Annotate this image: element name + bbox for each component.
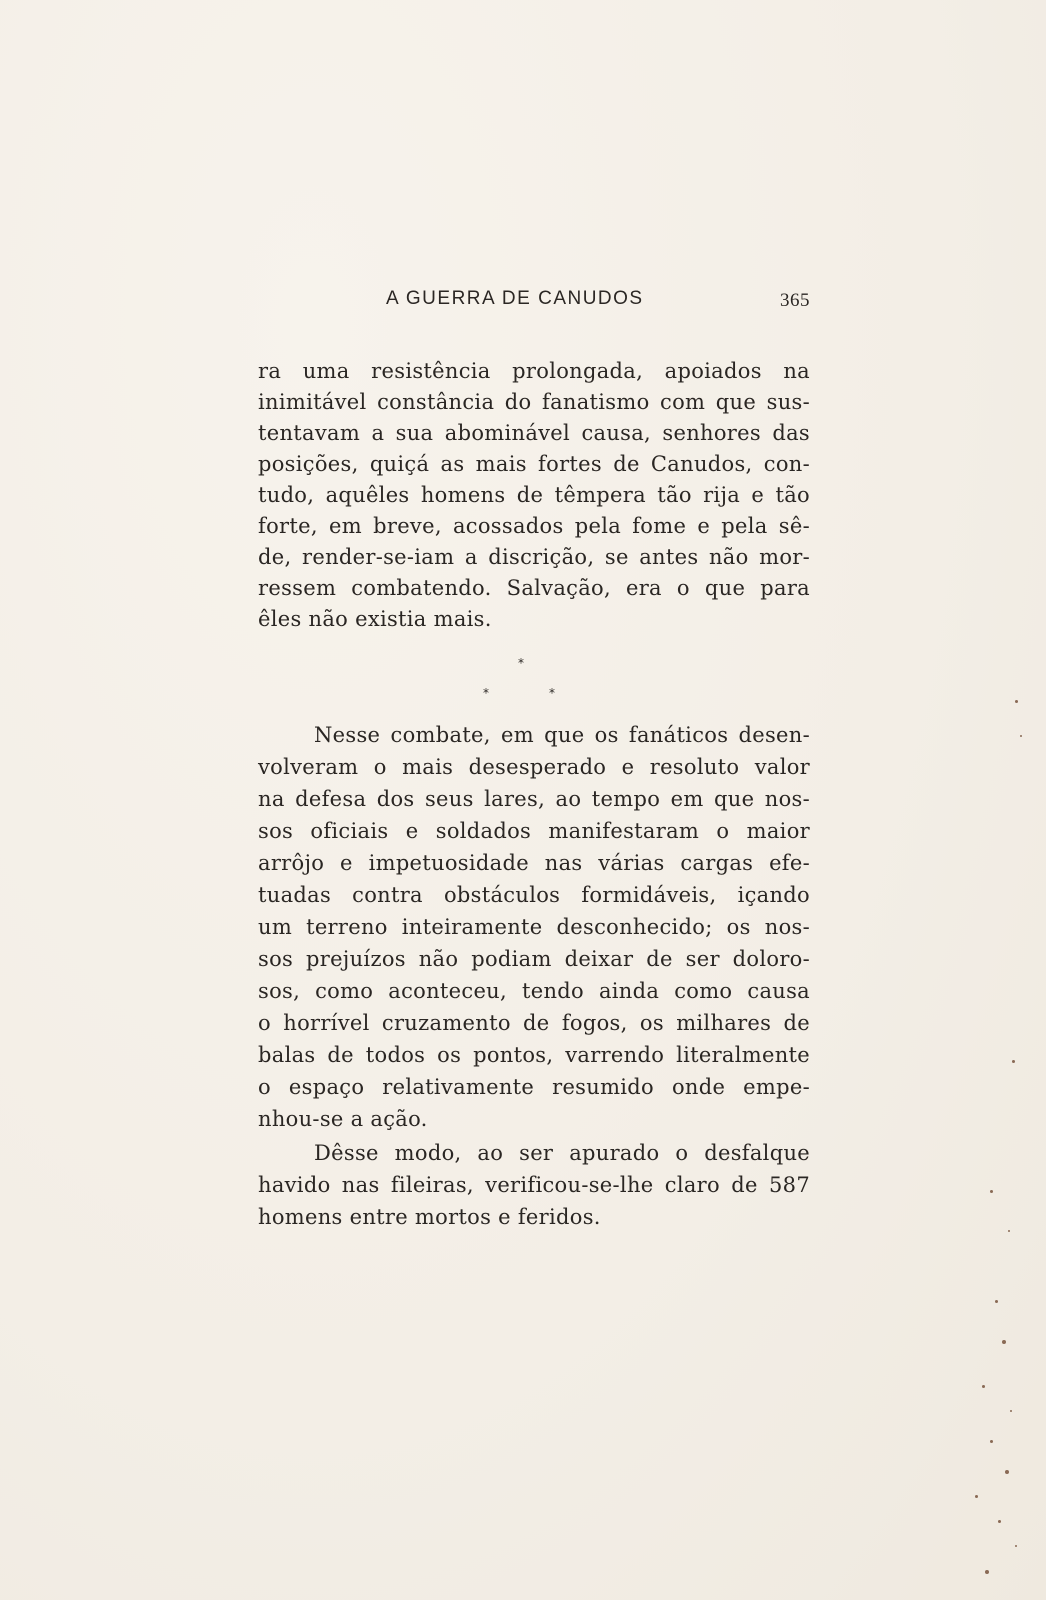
text-line: tudo, aquêles homens de têmpera tão rija e tão [258,483,810,507]
text-line: sos, como aconteceu, tendo ainda como causa [258,979,810,1003]
foxing-speck [985,1570,989,1574]
foxing-speck [1012,1060,1015,1063]
text-line: um terreno inteiramente desconhecido; os nos- [258,915,810,939]
text-line: na defesa dos seus lares, ao tempo em que nos- [258,787,810,811]
foxing-speck [998,1520,1001,1523]
foxing-speck [1002,1340,1006,1344]
text-line: inimitável constância do fanatismo com que sus- [258,390,810,414]
foxing-speck [990,1190,993,1193]
text-line: ra uma resistência prolongada, apoiados na [258,359,810,383]
text-line: tuadas contra obstáculos formidáveis, içando [258,883,810,907]
text-line: balas de todos os pontos, varrendo literalmente [258,1043,810,1067]
text-line: posições, quiçá as mais fortes de Canudos, con- [258,452,810,476]
page-header [258,288,810,318]
text-line: Dêsse modo, ao ser apurado o desfalque [314,1141,810,1165]
text-line: forte, em breve, acossados pela fome e pela sê- [258,514,810,538]
foxing-speck [982,1385,985,1388]
text-line: Nesse combate, em que os fanáticos desen- [314,723,810,747]
text-line: sos oficiais e soldados manifestaram o maior [258,819,810,843]
running-title: A GUERRA DE CANUDOS [386,288,644,309]
foxing-speck [995,1300,998,1303]
text-line: homens entre mortos e feridos. [258,1205,601,1229]
separator-star: * [518,656,524,670]
foxing-speck [1008,1230,1010,1232]
foxing-speck [1015,700,1018,703]
text-line: tentavam a sua abominável causa, senhores das [258,421,810,445]
text-line: arrôjo e impetuosidade nas várias cargas efe- [258,851,810,875]
text-line: de, render-se-iam a discrição, se antes não mor- [258,545,810,569]
foxing-speck [1010,1410,1012,1412]
text-line: o espaço relativamente resumido onde empe- [258,1075,810,1099]
page-number: 365 [780,290,810,311]
foxing-speck [975,1495,978,1498]
text-line: havido nas fileiras, verificou-se-lhe claro de 587 [258,1173,810,1197]
foxing-speck [990,1440,993,1443]
separator-star: * [483,686,489,700]
foxing-speck [1005,1470,1009,1474]
foxing-speck [1020,735,1022,737]
text-line: o horrível cruzamento de fogos, os milhares de [258,1011,810,1035]
text-line: volveram o mais desesperado e resoluto valor [258,755,810,779]
text-line: sos prejuízos não podiam deixar de ser doloro- [258,947,810,971]
separator-star: * [549,686,555,700]
text-line: êles não existia mais. [258,607,492,631]
text-line: ressem combatendo. Salvação, era o que para [258,576,810,600]
text-line: nhou-se a ação. [258,1107,428,1131]
foxing-speck [1015,1545,1017,1547]
